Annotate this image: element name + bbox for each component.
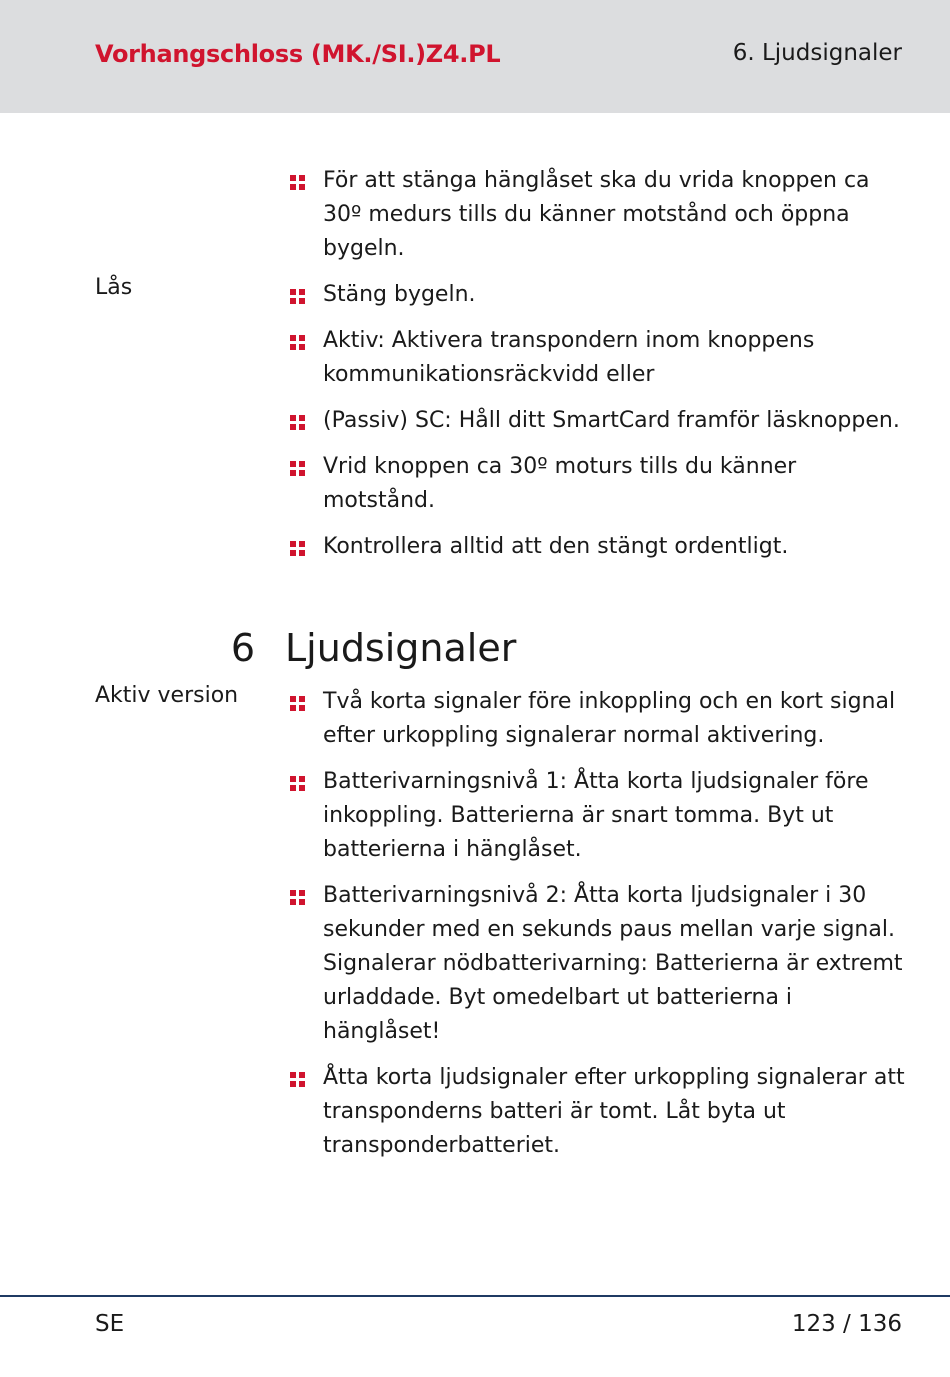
bullet-icon: [290, 461, 306, 477]
bullet-icon: [290, 890, 306, 906]
list-item-text: Aktiv: Aktivera transpondern inom knoppens kommunikationsräckvidd eller: [323, 328, 815, 387]
list-item-text: Vrid knoppen ca 30º moturs tills du känner motstånd.: [323, 454, 797, 513]
list-item-text: Kontrollera alltid att den stängt ordentligt.: [323, 534, 789, 559]
list-item-text: Stäng bygeln.: [323, 282, 476, 307]
page-number: 123 / 136: [791, 1311, 902, 1337]
list-item-text: Åtta korta ljudsignaler efter urkoppling signalerar att transponderns batteri är tomt. Låt byta ut transponderbatteriet.: [323, 1065, 905, 1158]
footer-language: SE: [95, 1311, 125, 1337]
list-item-text: (Passiv) SC: Håll ditt SmartCard framför läsknoppen.: [323, 408, 900, 433]
bullet-icon: [290, 696, 306, 712]
bullet-icon: [290, 175, 306, 191]
list-item: [290, 278, 910, 312]
document-title: Vorhangschloss (MK./SI.)Z4.PL: [95, 40, 501, 68]
list-item: [290, 164, 910, 266]
bullet-icon: [290, 541, 306, 557]
footer-divider: [0, 1295, 950, 1297]
list-item: [290, 765, 910, 867]
bullet-icon: [290, 415, 306, 431]
bullet-icon: [290, 289, 306, 305]
list-item: [290, 404, 910, 438]
lock-label: Lås: [95, 275, 133, 300]
chapter-number: 6: [230, 626, 255, 670]
list-item: [290, 1061, 910, 1163]
page-header: [0, 0, 950, 113]
chapter-title: Ljudsignaler: [285, 626, 517, 670]
list-item-text: För att stänga hänglåset ska du vrida knoppen ca 30º medurs tills du känner motstånd och öppna bygeln.: [323, 168, 870, 261]
list-item: [290, 450, 910, 518]
bullet-icon: [290, 776, 306, 792]
list-item: [290, 685, 910, 753]
active-version-label: Aktiv version: [95, 683, 239, 708]
bullet-icon: [290, 1072, 306, 1088]
lock-steps-list: [290, 164, 910, 576]
list-item: [290, 879, 910, 1049]
list-item: [290, 324, 910, 392]
list-item-text: Batterivarningsnivå 1: Åtta korta ljudsignaler före inkoppling. Batterierna är snart tomma. Byt ut batterierna i hänglåset.: [323, 769, 869, 862]
list-item-text: Två korta signaler före inkoppling och en kort signal efter urkoppling signalerar normal aktivering.: [323, 689, 896, 748]
signal-list: [290, 685, 910, 1175]
bullet-icon: [290, 335, 306, 351]
section-title-header: 6. Ljudsignaler: [732, 40, 902, 66]
list-item: [290, 530, 910, 564]
list-item-text: Batterivarningsnivå 2: Åtta korta ljudsignaler i 30 sekunder med en sekunds paus mellan varje signal. Signalerar nödbatterivarning: Batterierna är extremt urladdade. Byt omedelbart ut batterierna i hänglåset!: [323, 883, 903, 1044]
